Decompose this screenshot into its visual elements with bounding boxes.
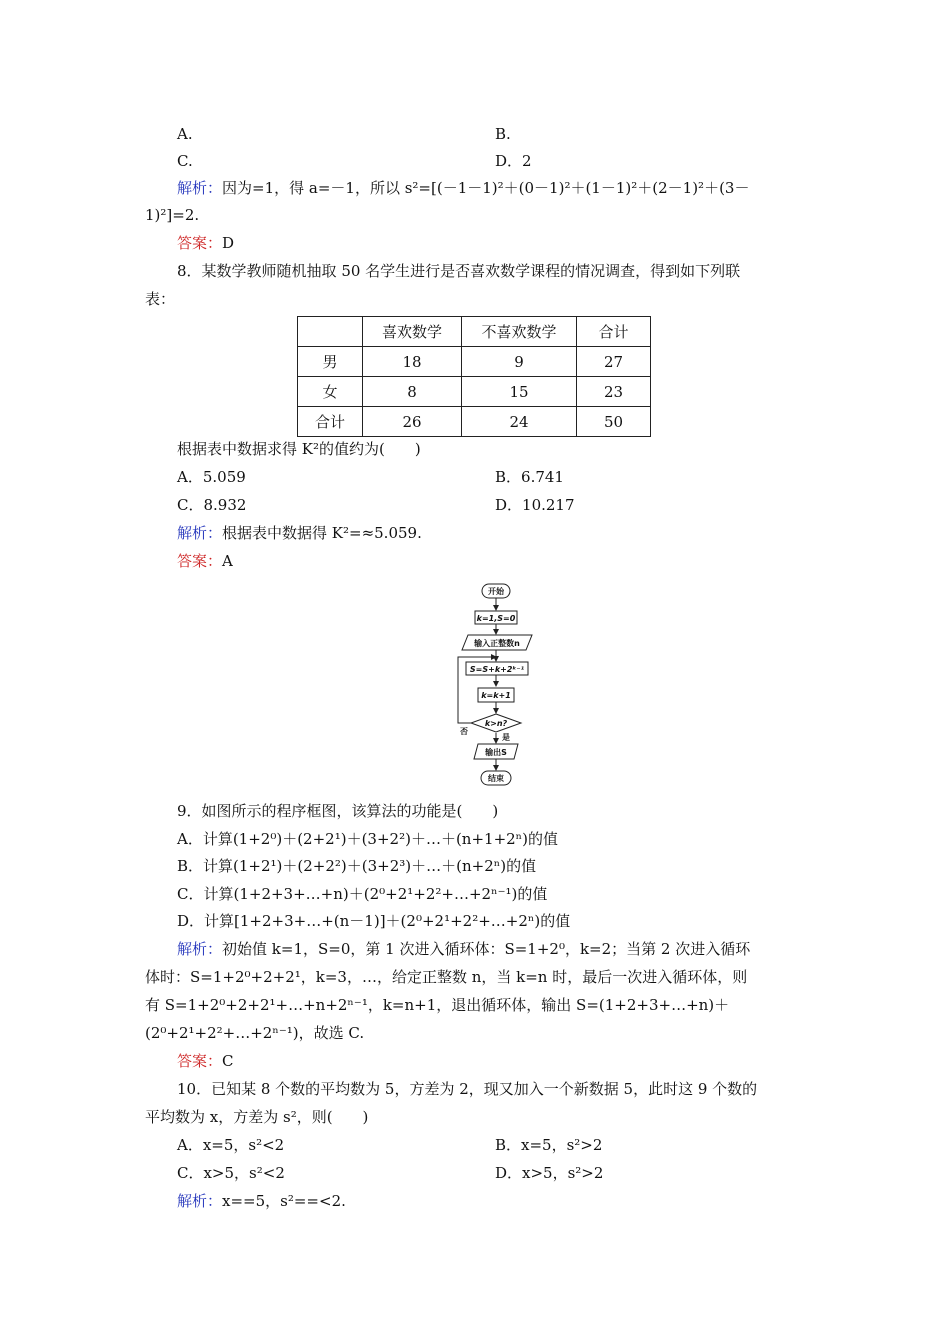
q10-option-b: B．x=5，s²>2 [495, 1136, 603, 1154]
q10-option-a: A．x=5，s²<2 [177, 1136, 285, 1154]
q9-solution-line-3: 有 S=1+2⁰+2+2¹+…+n+2ⁿ⁻¹，k=n+1，退出循环体，输出 S=(1+2+3+…+n)＋ [145, 996, 730, 1014]
answer-label: 答案： [177, 234, 223, 252]
table-cell: 24 [462, 407, 577, 437]
table-cell: 26 [363, 407, 462, 437]
solution-label: 解析： [177, 1192, 223, 1210]
q8-answer-value: A [222, 552, 233, 570]
q7-option-c: C. [177, 152, 193, 170]
table-row [298, 407, 651, 437]
q10-option-d: D．x>5，s²>2 [495, 1164, 604, 1182]
flowchart-condition-label: k>n? [484, 719, 508, 728]
flowchart-init-label: k=1,S=0 [476, 614, 516, 623]
table-row [298, 377, 651, 407]
table-cell: 9 [462, 347, 577, 377]
program-flowchart [440, 578, 550, 788]
flowchart-end-label: 结束 [488, 774, 504, 783]
q9-solution-line-1 [177, 939, 750, 959]
q9-solution-line-2: 体时：S=1+2⁰+2+2¹，k=3，…，给定正整数 n，当 k=n 时，最后一次进入循环体，则 [145, 968, 748, 986]
table-cell: 23 [577, 377, 651, 407]
q8-option-d: D．10.217 [495, 496, 575, 514]
flowchart-output-label: 输出S [485, 748, 507, 757]
table-header-cell: 不喜欢数学 [462, 317, 577, 347]
table-cell: 27 [577, 347, 651, 377]
q10-solution [177, 1191, 346, 1211]
flowchart-yes-label: 是 [502, 733, 510, 742]
flowchart-start-label: 开始 [488, 587, 504, 596]
q7-solution-text-1: 因为=1，得 a=－1，所以 s²=[(－1－1)²＋(0－1)²＋(1－1)²＋(2－1)²＋(3－ [222, 179, 750, 197]
table-row [298, 347, 651, 377]
q7-option-a: A. [177, 125, 193, 143]
q10-option-c: C．x>5，s²<2 [177, 1164, 285, 1182]
table-cell: 男 [298, 347, 363, 377]
solution-label: 解析： [177, 940, 223, 958]
answer-label: 答案： [177, 1052, 223, 1070]
q10-stem-line-2: 平均数为 x，方差为 s²，则( ) [145, 1108, 369, 1126]
q7-answer [177, 233, 234, 253]
table-cell: 8 [363, 377, 462, 407]
q7-solution-line-1 [177, 178, 749, 198]
q7-solution-line-2: 1)²]=2. [145, 206, 200, 224]
table-cell: 女 [298, 377, 363, 407]
q8-question: 根据表中数据求得 K²的值约为( ) [177, 440, 421, 458]
q9-stem: 9．如图所示的程序框图，该算法的功能是( ) [177, 802, 499, 820]
q9-option-d: D．计算[1+2+3+…+(n－1)]＋(2⁰+2¹+2²+…+2ⁿ)的值 [177, 912, 571, 930]
q8-solution [177, 523, 422, 543]
contingency-table [297, 316, 651, 437]
q8-option-a: A．5.059 [177, 468, 246, 486]
q8-option-c: C．8.932 [177, 496, 247, 514]
q8-stem-line-2: 表： [145, 290, 176, 308]
q7-option-b: B. [495, 125, 511, 143]
q8-option-b: B．6.741 [495, 468, 564, 486]
q9-option-b: B．计算(1+2¹)＋(2+2²)＋(3+2³)＋…＋(n+2ⁿ)的值 [177, 857, 537, 875]
q9-solution-text-1: 初始值 k=1，S=0，第 1 次进入循环体：S=1+2⁰，k=2；当第 2 次进入循环 [222, 940, 751, 958]
q10-solution-text: x==5，s²==<2. [222, 1192, 346, 1210]
table-header-cell: 喜欢数学 [363, 317, 462, 347]
q8-stem-line-1: 8．某数学教师随机抽取 50 名学生进行是否喜欢数学课程的情况调查，得到如下列联 [177, 262, 741, 280]
q9-solution-line-4: (2⁰+2¹+2²+…+2ⁿ⁻¹)，故选 C. [145, 1024, 365, 1042]
q8-answer [177, 551, 233, 571]
table-header-row [298, 317, 651, 347]
flowchart-assign-label: S=S+k+2ᵏ⁻¹ [469, 665, 525, 674]
q7-option-d: D．2 [495, 152, 532, 170]
q9-option-c: C．计算(1+2+3+…+n)＋(2⁰+2¹+2²+…+2ⁿ⁻¹)的值 [177, 885, 548, 903]
table-cell: 18 [363, 347, 462, 377]
q9-option-a: A．计算(1+2⁰)＋(2+2¹)＋(3+2²)＋…＋(n+1+2ⁿ)的值 [177, 830, 559, 848]
q10-stem-line-1: 10．已知某 8 个数的平均数为 5，方差为 2，现又加入一个新数据 5，此时这 9 个数的 [177, 1080, 758, 1098]
q8-solution-text: 根据表中数据得 K²=≈5.059. [222, 524, 422, 542]
q9-answer-value: C [222, 1052, 234, 1070]
flowchart-increment-label: k=k+1 [481, 691, 511, 700]
table-header-cell [298, 317, 363, 347]
table-cell: 50 [577, 407, 651, 437]
q9-answer [177, 1051, 234, 1071]
flowchart-no-label: 否 [460, 727, 468, 736]
table-header-cell: 合计 [577, 317, 651, 347]
table-cell: 15 [462, 377, 577, 407]
answer-label: 答案： [177, 552, 223, 570]
table-cell: 合计 [298, 407, 363, 437]
flowchart-input-label: 输入正整数n [474, 639, 520, 648]
q7-answer-value: D [222, 234, 235, 252]
solution-label: 解析： [177, 179, 223, 197]
solution-label: 解析： [177, 524, 223, 542]
